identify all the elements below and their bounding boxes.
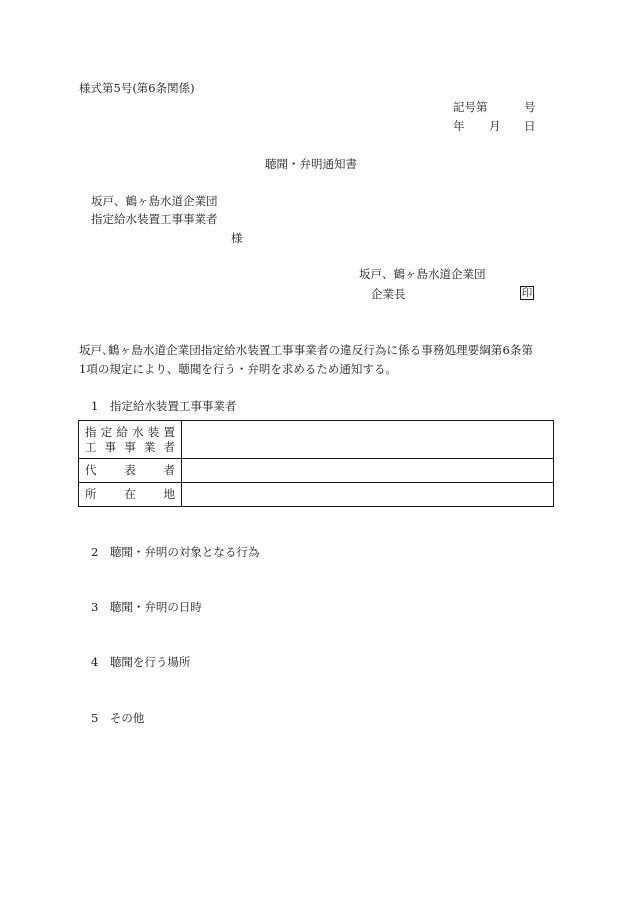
representative-value-cell: [182, 459, 554, 483]
header-char: 水: [132, 424, 144, 439]
contractor-info-table: [78, 420, 554, 507]
header-char: 地: [163, 487, 175, 501]
header-char: 置: [163, 424, 175, 439]
header-char: 表: [124, 463, 136, 477]
contractor-header-cell: [79, 421, 182, 459]
section-4-heading: 4 聴聞を行う場所: [91, 655, 191, 669]
table-row-contractor: [79, 421, 554, 459]
table-row-representative: [79, 459, 554, 483]
reference-number-label: 記号第: [453, 100, 488, 114]
header-char: 代: [85, 463, 97, 477]
header-char: 業: [143, 439, 156, 454]
section-2-heading: 2 聴聞・弁明の対象となる行為: [91, 545, 260, 559]
section-1-heading: 1 指定給水装置工事事業者: [91, 399, 237, 413]
addressee-contractor: 指定給水装置工事事業者: [91, 212, 218, 226]
contractor-header-line-1: [85, 425, 175, 440]
header-char: 事: [104, 439, 117, 454]
date-year-label: 年: [453, 119, 465, 133]
header-char: 工: [85, 439, 97, 454]
header-char: 在: [124, 487, 136, 501]
address-header-cell: [79, 483, 182, 507]
table-row-address: [79, 483, 554, 507]
header-char: 装: [147, 424, 160, 439]
contractor-value-cell: [182, 421, 554, 459]
addressee-organization: 坂戸、鶴ヶ島水道企業団: [91, 194, 218, 208]
reference-number-suffix: 号: [524, 100, 536, 114]
representative-header-line: [85, 463, 175, 478]
representative-header-cell: [79, 459, 182, 483]
seal-stamp-box: 印: [521, 286, 533, 299]
date-day-label: 日: [524, 119, 536, 133]
sender-organization: 坂戸、鶴ヶ島水道企業団: [359, 267, 486, 281]
date-month-label: 月: [489, 119, 501, 133]
address-value-cell: [182, 483, 554, 507]
body-text-line-2: 1項の規定により、聴聞を行う・弁明を求めるため通知する。: [79, 362, 397, 376]
header-char: 指: [85, 424, 97, 439]
body-text-line-1: 坂戸､鶴ヶ島水道企業団指定給水装置工事事業者の違反行為に係る事務処理要綱第6条第: [79, 343, 534, 357]
header-char: 者: [163, 463, 175, 477]
form-number-label: 様式第5号(第6条関係): [79, 81, 195, 95]
sender-title: 企業長: [371, 287, 406, 301]
document-title: 聴聞・弁明通知書: [265, 157, 357, 171]
header-char: 者: [163, 439, 175, 454]
header-char: 給: [116, 424, 128, 439]
header-char: 定: [100, 424, 113, 439]
contractor-header-line-2: [85, 440, 175, 455]
section-3-heading: 3 聴聞・弁明の日時: [91, 600, 202, 614]
header-char: 所: [85, 487, 97, 501]
address-header-line: [85, 487, 175, 502]
section-5-heading: 5 その他: [91, 711, 145, 725]
header-char: 事: [124, 439, 136, 454]
addressee-honorific: 様: [231, 231, 243, 245]
